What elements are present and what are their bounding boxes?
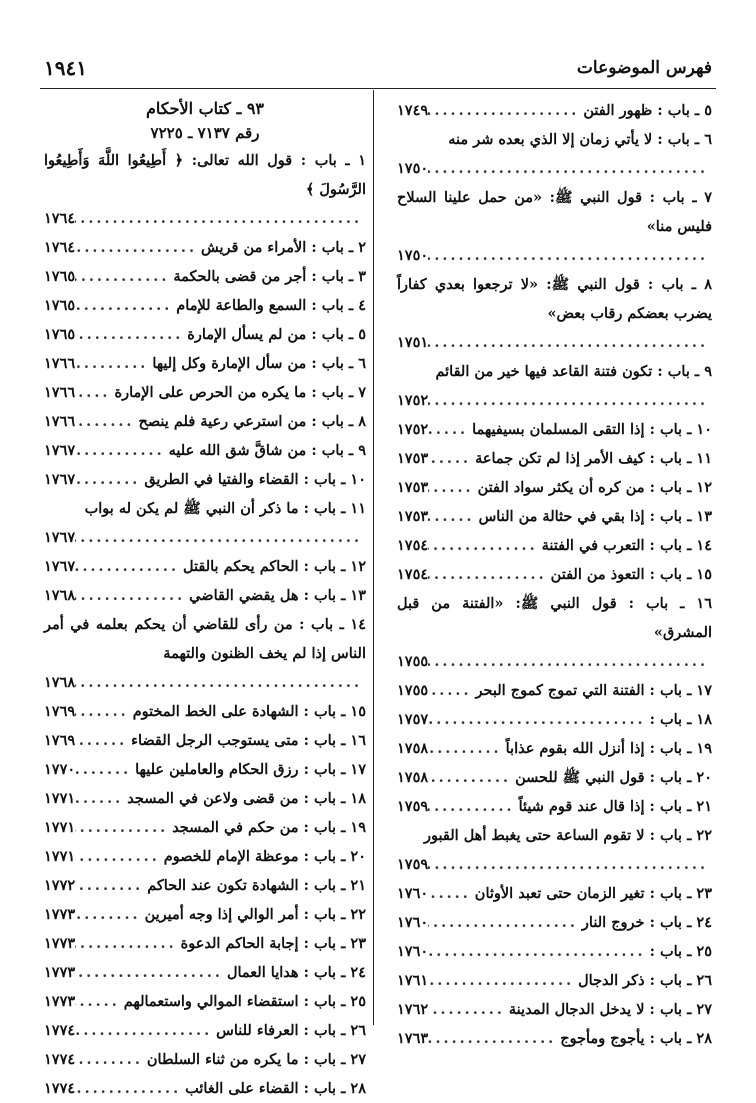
entry-title: ٧ ـ باب : قول النبي ﷺ: «من حمل علينا السلاح فليس منا» <box>397 189 712 235</box>
leader-dots <box>75 552 183 581</box>
section-title: ٩٣ ـ كتاب الأحكام <box>145 99 265 118</box>
leader-dots <box>75 378 114 407</box>
leader-dots <box>428 154 712 183</box>
entry-page: ١٧٥٩ <box>397 798 429 815</box>
leader-dots <box>428 473 477 502</box>
leader-dots <box>75 784 127 813</box>
entry-title: ٢٤ ـ باب : خروج النار <box>581 914 712 931</box>
entry-title: ٢٨ ـ باب : القضاء على الغائب <box>185 1080 366 1097</box>
leader-dots <box>75 262 173 291</box>
toc-entry <box>44 784 366 813</box>
entry-page: ١٧٧١ <box>44 790 76 807</box>
left-column <box>44 96 366 1103</box>
entry-title: ٢١ ـ باب : الشهادة تكون عند الحاكم <box>147 877 366 894</box>
leader-dots <box>75 320 187 349</box>
entry-page: ١٧٦٦ <box>44 413 76 430</box>
toc-entry <box>397 531 712 560</box>
leader-dots <box>75 929 180 958</box>
leader-dots <box>428 96 583 125</box>
toc-entry <box>44 146 366 233</box>
entry-page: ١٧٥٩ <box>397 856 429 873</box>
toc-entry <box>44 233 366 262</box>
entry-title: ١٢ ـ باب : من كره أن يكثر سواد الفتن <box>477 479 712 496</box>
toc-entry <box>44 291 366 320</box>
toc-entry <box>397 415 712 444</box>
toc-entry <box>397 589 712 676</box>
column-divider <box>373 90 374 1025</box>
leader-dots <box>75 871 147 900</box>
toc-entry <box>44 262 366 291</box>
leader-dots <box>75 697 133 726</box>
entry-title: ٢٣ ـ باب : تغير الزمان حتى تعبد الأوثان <box>474 885 712 902</box>
entry-title: ٢٢ ـ باب : لا تقوم الساعة حتى يغبط أهل القبور <box>424 827 712 844</box>
entry-title: ٢٠ ـ باب : قول النبي ﷺ للحسن <box>515 769 712 786</box>
toc-entry <box>44 900 366 929</box>
toc-entry <box>44 813 366 842</box>
entry-page: ١٧٦٧ <box>44 442 76 459</box>
entry-title: ٤ ـ باب : السمع والطاعة للإمام <box>176 297 366 314</box>
entry-title: ٩ ـ باب : تكون فتنة القاعد فيها خير من القائم <box>435 363 712 380</box>
entry-page: ١٧٦٩ <box>44 732 76 749</box>
entry-title: ١١ ـ باب : كيف الأمر إذا لم تكن جماعة <box>475 450 712 467</box>
running-header-title: فهرس الموضوعات <box>576 58 712 78</box>
entry-page: ١٧٥٠ <box>397 160 429 177</box>
toc-entry <box>44 349 366 378</box>
entry-page: ١٧٥٨ <box>397 769 429 786</box>
leader-dots <box>75 842 164 871</box>
toc-entry <box>397 560 712 589</box>
leader-dots <box>428 1024 560 1053</box>
leader-dots <box>428 850 712 879</box>
entry-page: ١٧٦٤ <box>44 239 76 256</box>
leader-dots <box>428 415 472 444</box>
entry-title: ١٩ ـ باب : إذا أنزل الله بقوم عذاباً <box>505 740 712 757</box>
entry-page: ١٧٦١ <box>397 972 429 989</box>
entry-title: ١٤ ـ باب : التعرب في الفتنة <box>541 537 712 554</box>
toc-entry <box>44 755 366 784</box>
leader-dots <box>75 204 366 233</box>
leader-dots <box>75 987 124 1016</box>
entry-title: ٢٤ ـ باب : هدايا العمال <box>226 964 366 981</box>
entry-page: ١٧٧٢ <box>44 877 76 894</box>
toc-entry <box>397 1024 712 1053</box>
toc-entry <box>397 937 712 966</box>
leader-dots <box>428 676 475 705</box>
leader-dots <box>428 908 582 937</box>
entry-title: ٢٨ ـ باب : يأجوج ومأجوج <box>560 1030 712 1047</box>
entry-title: ٣ ـ باب : أجر من قضى بالحكمة <box>173 268 366 285</box>
toc-entry <box>44 958 366 987</box>
entry-title: ١٤ ـ باب : من رأى للقاضي أن يحكم بعلمه في أمر الناس إذا لم يخف الظنون والتهمة <box>44 616 366 662</box>
entry-title: ٢ ـ باب : الأمراء من قريش <box>201 239 366 256</box>
leader-dots <box>428 386 712 415</box>
entry-title: ١ ـ باب : قول الله تعالى: ﴿ أَطِيعُوا اللَّهَ وَأَطِيعُوا الرَّسُولَ ﴾ <box>44 152 366 198</box>
entry-title: ٥ ـ باب : من لم يسأل الإمارة <box>187 326 366 343</box>
entry-page: ١٧٧٠ <box>44 761 76 778</box>
toc-entry <box>397 96 712 125</box>
toc-entry <box>44 929 366 958</box>
toc-entry <box>397 879 712 908</box>
toc-entry <box>397 995 712 1024</box>
leader-dots <box>428 560 551 589</box>
entry-title: ٢٦ ـ باب : ذكر الدجال <box>578 972 712 989</box>
entry-page: ١٧٦٥ <box>44 268 76 285</box>
entry-page: ١٧٥٢ <box>397 392 429 409</box>
entry-page: ١٧٦٠ <box>397 914 429 931</box>
entry-title: ٢٥ ـ باب : استقضاء الموالي واستعمالهم <box>123 993 366 1010</box>
entry-title: ٢٦ ـ باب : العرفاء للناس <box>216 1022 366 1039</box>
toc-entry <box>397 763 712 792</box>
entry-page: ١٧٦٨ <box>44 674 76 691</box>
entry-title: ٦ ـ باب : من سأل الإمارة وكل إليها <box>152 355 366 372</box>
page-number: ١٩٤١ <box>44 56 87 80</box>
entry-title: ٢١ ـ باب : إذا قال عند قوم شيئاً <box>518 798 712 815</box>
entry-page: ١٧٦٢ <box>397 1001 429 1018</box>
leader-dots <box>428 792 518 821</box>
toc-entry <box>397 705 712 734</box>
entry-title: ٢٥ ـ باب : <box>649 943 712 960</box>
leader-dots <box>428 966 578 995</box>
entry-page: ١٧٥٥ <box>397 682 429 699</box>
toc-entry <box>397 908 712 937</box>
toc-entry <box>44 1074 366 1103</box>
entry-page: ١٧٥٥ <box>397 653 429 670</box>
toc-entry <box>44 320 366 349</box>
entry-title: ٢٣ ـ باب : إجابة الحاكم الدعوة <box>180 935 366 952</box>
entry-page: ١٧٦٣ <box>397 1030 429 1047</box>
leader-dots <box>428 444 475 473</box>
leader-dots <box>75 581 189 610</box>
entry-page: ١٧٧١ <box>44 848 76 865</box>
entry-title: ١٩ ـ باب : من حكم في المسجد <box>172 819 366 836</box>
entry-title: ١٨ ـ باب : <box>649 711 712 728</box>
leader-dots <box>428 879 475 908</box>
entry-page: ١٧٦٠ <box>397 943 429 960</box>
entry-title: ٦ ـ باب : لا يأتي زمان إلا الذي بعده شر منه <box>448 131 712 148</box>
leader-dots <box>75 407 138 436</box>
right-column <box>397 96 712 1053</box>
entry-page: ١٧٥٠ <box>397 247 429 264</box>
entry-title: ١٧ ـ باب : الفتنة التي تموج كموج البحر <box>475 682 712 699</box>
toc-entry <box>397 357 712 415</box>
leader-dots <box>428 705 649 734</box>
leader-dots <box>75 1045 147 1074</box>
entry-title: ١٠ ـ باب : إذا التقى المسلمان بسيفيهما <box>472 421 712 438</box>
entry-title: ٢٧ ـ باب : لا يدخل الدجال المدينة <box>508 1001 712 1018</box>
entry-page: ١٧٥٣ <box>397 450 429 467</box>
toc-entry <box>397 444 712 473</box>
entry-title: ٩ ـ باب : من شاقَّ شق الله عليه <box>168 442 366 459</box>
leader-dots <box>428 241 712 270</box>
entry-page: ١٧٧٤ <box>44 1051 76 1068</box>
entry-page: ١٧٦٤ <box>44 210 76 227</box>
entry-title: ١٢ ـ باب : الحاكم يحكم بالقتل <box>183 558 366 575</box>
section-range: رقم ٧١٣٧ ـ ٧٢٢٥ <box>150 124 260 142</box>
toc-entry <box>397 502 712 531</box>
toc-entry <box>44 581 366 610</box>
leader-dots <box>428 502 478 531</box>
toc-entry <box>44 1045 366 1074</box>
entry-page: ١٧٦٥ <box>44 326 76 343</box>
leader-dots <box>75 291 176 320</box>
toc-entry <box>44 871 366 900</box>
entry-page: ١٧٦٧ <box>44 529 76 546</box>
entry-title: ٨ ـ باب : من استرعي رعية فلم ينصح <box>138 413 366 430</box>
leader-dots <box>75 523 366 552</box>
toc-entry <box>44 987 366 1016</box>
entry-title: ١٠ ـ باب : القضاء والفتيا في الطريق <box>144 471 366 488</box>
toc-entry <box>397 676 712 705</box>
leader-dots <box>75 465 144 494</box>
entry-title: ١٥ ـ باب : الشهادة على الخط المختوم <box>132 703 366 720</box>
toc-entry <box>44 465 366 494</box>
entry-page: ١٧٥٨ <box>397 740 429 757</box>
entry-page: ١٧٧٣ <box>44 935 76 952</box>
toc-entry <box>44 494 366 552</box>
leader-dots <box>428 734 505 763</box>
entry-page: ١٧٦٦ <box>44 384 76 401</box>
leader-dots <box>75 755 135 784</box>
toc-entry <box>44 407 366 436</box>
entry-page: ١٧٥٢ <box>397 421 429 438</box>
leader-dots <box>428 531 541 560</box>
entry-title: ٢٢ ـ باب : أمر الوالي إذا وجه أميرين <box>144 906 366 923</box>
entry-title: ٥ ـ باب : ظهور الفتن <box>583 102 712 119</box>
toc-entry <box>44 552 366 581</box>
entry-title: ١٥ ـ باب : التعوذ من الفتن <box>550 566 712 583</box>
leader-dots <box>75 436 168 465</box>
leader-dots <box>428 647 712 676</box>
entry-page: ١٧٦٠ <box>397 885 429 902</box>
toc-entry <box>44 726 366 755</box>
entry-title: ١٦ ـ باب : قول النبي ﷺ: «الفتنة من قبل المشرق» <box>397 595 712 641</box>
toc-entry <box>397 183 712 270</box>
leader-dots <box>75 233 201 262</box>
entry-page: ١٧٥٤ <box>397 537 429 554</box>
entry-page: ١٧٦٧ <box>44 471 76 488</box>
entry-page: ١٧٧٣ <box>44 964 76 981</box>
entry-title: ١٦ ـ باب : متى يستوجب الرجل القضاء <box>131 732 366 749</box>
entry-title: ٢٠ ـ باب : موعظة الإمام للخصوم <box>163 848 366 865</box>
entry-page: ١٧٥٣ <box>397 479 429 496</box>
entry-page: ١٧٥٤ <box>397 566 429 583</box>
entry-page: ١٧٤٩ <box>397 102 429 119</box>
entry-title: ١٧ ـ باب : رزق الحكام والعاملين عليها <box>135 761 366 778</box>
entry-title: ١٣ ـ باب : إذا بقي في حثالة من الناس <box>478 508 712 525</box>
entry-title: ٨ ـ باب : قول النبي ﷺ: «لا ترجعوا بعدي كفاراً يضرب بعضكم رقاب بعض» <box>397 276 712 322</box>
entry-page: ١٧٧٣ <box>44 906 76 923</box>
toc-entry <box>397 734 712 763</box>
toc-entry <box>44 1016 366 1045</box>
entry-page: ١٧٥٧ <box>397 711 429 728</box>
entry-page: ١٧٦٥ <box>44 297 76 314</box>
entry-page: ١٧٦٩ <box>44 703 76 720</box>
toc-entry <box>44 697 366 726</box>
toc-entry <box>397 473 712 502</box>
entry-page: ١٧٦٦ <box>44 355 76 372</box>
entry-page: ١٧٧٤ <box>44 1022 76 1039</box>
toc-entry <box>397 821 712 879</box>
toc-entry <box>397 270 712 357</box>
entry-page: ١٧٦٨ <box>44 587 76 604</box>
leader-dots <box>428 937 649 966</box>
toc-entry <box>397 125 712 183</box>
entry-title: ٧ ـ باب : ما يكره من الحرص على الإمارة <box>114 384 366 401</box>
entry-page: ١٧٥٣ <box>397 508 429 525</box>
entry-page: ١٧٧٤ <box>44 1080 76 1097</box>
leader-dots <box>428 763 515 792</box>
toc-entry <box>397 966 712 995</box>
leader-dots <box>428 995 509 1024</box>
leader-dots <box>75 668 366 697</box>
entry-page: ١٧٦٧ <box>44 558 76 575</box>
leader-dots <box>75 1016 216 1045</box>
entry-title: ١٨ ـ باب : من قضى ولاعن في المسجد <box>127 790 366 807</box>
toc-entry <box>44 378 366 407</box>
entry-title: ١٣ ـ باب : هل يقضي القاضي <box>189 587 366 604</box>
leader-dots <box>75 900 144 929</box>
leader-dots <box>75 349 152 378</box>
entry-title: ٢٧ ـ باب : ما يكره من ثناء السلطان <box>146 1051 366 1068</box>
toc-entry <box>44 436 366 465</box>
entry-page: ١٧٥١ <box>397 334 429 351</box>
leader-dots <box>75 1074 185 1103</box>
leader-dots <box>75 726 131 755</box>
toc-entry <box>44 842 366 871</box>
entry-page: ١٧٧٣ <box>44 993 76 1010</box>
entry-title: ١١ ـ باب : ما ذكر أن النبي ﷺ لم يكن له بواب <box>84 500 366 517</box>
leader-dots <box>75 813 172 842</box>
toc-entry <box>44 610 366 697</box>
header-rule <box>40 88 716 89</box>
toc-entry <box>397 792 712 821</box>
leader-dots <box>428 328 712 357</box>
leader-dots <box>75 958 227 987</box>
entry-page: ١٧٧١ <box>44 819 76 836</box>
